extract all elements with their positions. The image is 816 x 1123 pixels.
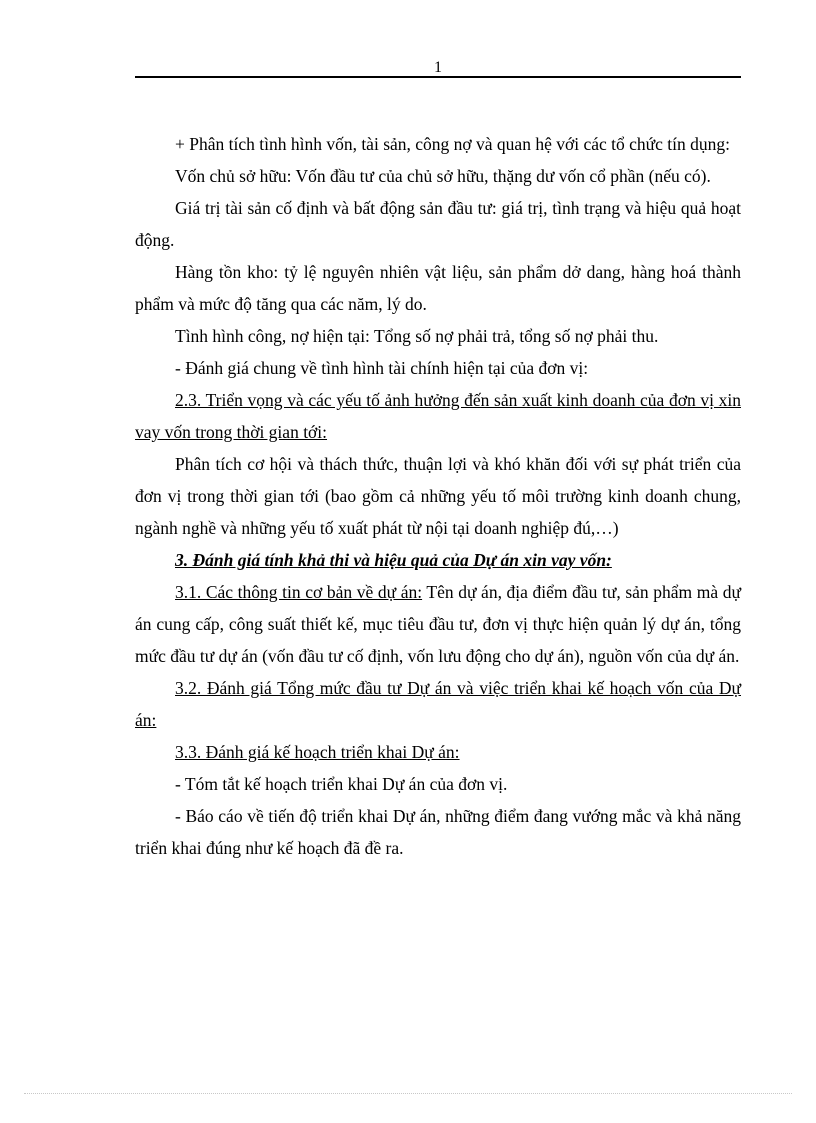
paragraph-project-info bbox=[135, 576, 741, 672]
footer-rule bbox=[24, 1093, 792, 1094]
page-number: 1 bbox=[434, 59, 442, 76]
paragraph-debts: Tình hình công, nợ hiện tại: Tổng số nợ phải trả, tổng số nợ phải thu. bbox=[175, 326, 659, 346]
paragraph-fixed-assets: Giá trị tài sản cố định và bất động sản đầu tư: giá trị, tình trạng và hiệu quả hoạt động. bbox=[135, 198, 741, 250]
paragraph-owner-equity: Vốn chủ sở hữu: Vốn đầu tư của chủ sở hữu, thặng dư vốn cổ phần (nếu có). bbox=[175, 166, 711, 186]
header-rule bbox=[135, 76, 741, 78]
section-heading-3-3 bbox=[135, 736, 741, 768]
paragraph-capital-analysis: + Phân tích tình hình vốn, tài sản, công nợ và quan hệ với các tổ chức tín dụng: bbox=[175, 134, 730, 154]
paragraph-opportunities: Phân tích cơ hội và thách thức, thuận lợi và khó khăn đối với sự phát triển của đơn vị trong thời gian tới (bao gồm cả những yếu tố môi trường kinh doanh chung, ngành nghề và những yếu tố xuất phát từ nội tại doanh nghiệp đú,…) bbox=[135, 454, 741, 538]
paragraph-progress-report: - Báo cáo về tiến độ triển khai Dự án, những điểm đang vướng mắc và khả năng triển khai đúng như kế hoạch đã đề ra. bbox=[135, 806, 741, 858]
section-heading-3-text: 3. Đánh giá tính khả thi và hiệu quả của Dự án xin vay vốn: bbox=[175, 550, 612, 570]
section-heading-3-2-text: 3.2. Đánh giá Tổng mức đầu tư Dự án và việc triển khai kế hoạch vốn của Dự án: bbox=[135, 678, 741, 730]
paragraph-financial-assessment: - Đánh giá chung về tình hình tài chính hiện tại của đơn vị: bbox=[175, 358, 589, 378]
section-heading-3-1: 3.1. Các thông tin cơ bản về dự án: bbox=[175, 582, 423, 602]
section-heading-3-3-text: 3.3. Đánh giá kế hoạch triển khai Dự án: bbox=[175, 742, 460, 762]
paragraph-inventory: Hàng tồn kho: tỷ lệ nguyên nhiên vật liệu, sản phẩm dở dang, hàng hoá thành phẩm và mức độ tăng qua các năm, lý do. bbox=[135, 262, 741, 314]
document-body bbox=[135, 128, 741, 864]
section-heading-2-3-text: 2.3. Triển vọng và các yếu tố ảnh hưởng đến sản xuất kinh doanh của đơn vị xin vay vốn trong thời gian tới: bbox=[135, 390, 741, 442]
paragraph-project-info-text: Tên dự án, địa điểm đầu tư, sản phẩm mà dự án cung cấp, công suất thiết kế, mục tiêu đầu tư, đơn vị thực hiện quản lý dự án, tổng mức đầu tư dự án (vốn đầu tư cố định, vốn lưu động cho dự án), nguồn vốn của dự án. bbox=[135, 582, 741, 666]
section-heading-2-3 bbox=[135, 384, 741, 448]
paragraph-plan-summary: - Tóm tắt kế hoạch triển khai Dự án của đơn vị. bbox=[175, 774, 508, 794]
section-heading-3 bbox=[135, 544, 741, 576]
section-heading-3-2 bbox=[135, 672, 741, 736]
